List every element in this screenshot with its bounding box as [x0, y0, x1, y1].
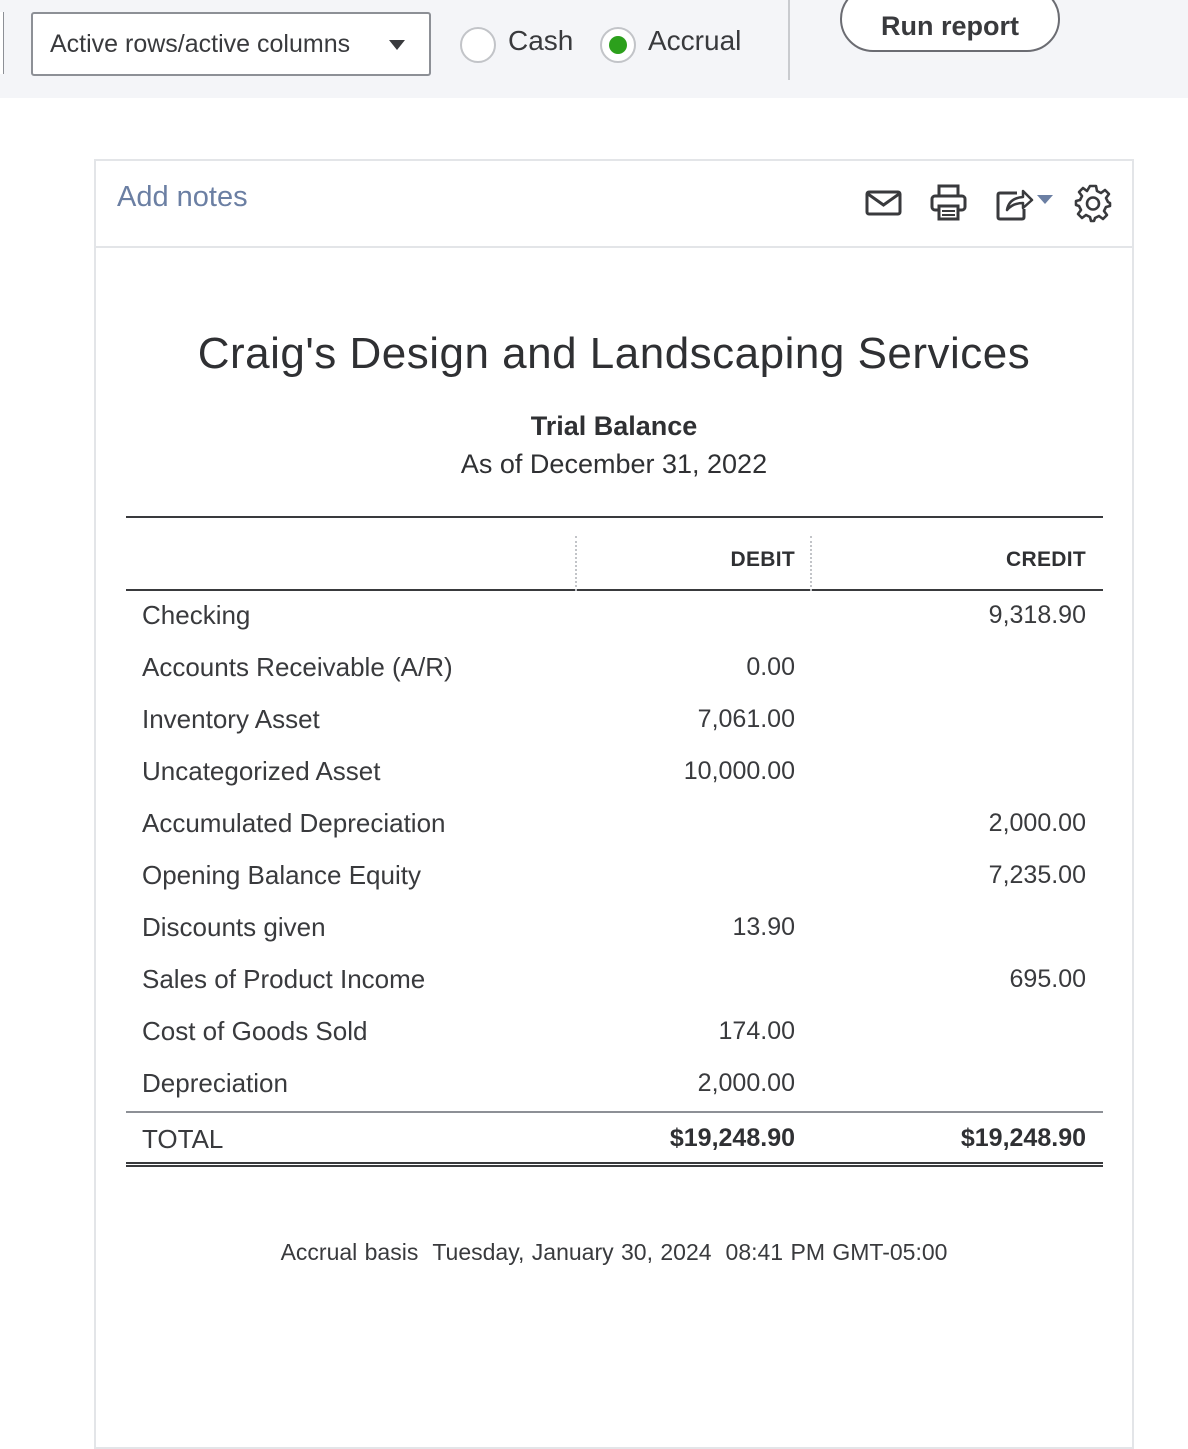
- column-header-debit[interactable]: DEBIT: [730, 548, 795, 571]
- debit-amount[interactable]: 10,000.00: [683, 757, 795, 785]
- account-name[interactable]: Sales of Product Income: [142, 964, 426, 994]
- debit-amount[interactable]: 174.00: [718, 1017, 795, 1045]
- table-row: [126, 591, 1103, 643]
- debit-amount[interactable]: 13.90: [732, 913, 795, 941]
- cash-radio-label[interactable]: Cash: [508, 25, 574, 56]
- account-name[interactable]: Inventory Asset: [142, 704, 320, 734]
- table-row: [126, 1059, 1103, 1111]
- run-report-button[interactable]: Run report: [840, 0, 1060, 52]
- table-row: [126, 851, 1103, 903]
- account-name[interactable]: Checking: [142, 600, 251, 630]
- account-name[interactable]: Cost of Goods Sold: [142, 1016, 368, 1046]
- account-name[interactable]: Accumulated Depreciation: [142, 808, 446, 838]
- table-row: [126, 1007, 1103, 1059]
- table-row: [126, 955, 1103, 1007]
- report-title: Trial Balance: [530, 411, 698, 441]
- rows-columns-select[interactable]: [31, 12, 431, 76]
- export-icon[interactable]: [995, 183, 1059, 223]
- account-name[interactable]: Uncategorized Asset: [142, 756, 381, 786]
- debit-amount[interactable]: 7,061.00: [697, 705, 795, 733]
- credit-amount[interactable]: 2,000.00: [988, 809, 1086, 837]
- account-name[interactable]: Opening Balance Equity: [142, 860, 421, 890]
- total-credit: $19,248.90: [960, 1124, 1086, 1152]
- table-body: [126, 591, 1103, 1111]
- print-icon[interactable]: [929, 183, 969, 223]
- trial-balance-table: [126, 516, 1103, 1167]
- credit-amount[interactable]: 695.00: [1009, 965, 1086, 993]
- total-row: [126, 1111, 1103, 1167]
- accrual-radio[interactable]: [600, 27, 636, 63]
- toolbar-divider: [788, 0, 790, 80]
- account-name[interactable]: Depreciation: [142, 1068, 288, 1098]
- table-row: [126, 643, 1103, 695]
- report-date-range: As of December 31, 2022: [460, 449, 768, 479]
- report-footer: [96, 1239, 1132, 1266]
- report-actions-bar: [96, 161, 1132, 248]
- account-name[interactable]: Accounts Receivable (A/R): [142, 652, 453, 682]
- account-name[interactable]: Discounts given: [142, 912, 326, 942]
- column-header-credit[interactable]: CREDIT: [1006, 548, 1086, 571]
- credit-amount[interactable]: 9,318.90: [988, 601, 1086, 629]
- rows-columns-select-value: Active rows/active columns: [50, 29, 351, 58]
- footer-date: Tuesday, January 30, 2024: [432, 1239, 712, 1265]
- accrual-radio-label[interactable]: Accrual: [648, 25, 742, 56]
- settings-icon[interactable]: [1073, 183, 1113, 223]
- footer-basis: Accrual basis: [280, 1239, 419, 1265]
- report-card: [94, 159, 1134, 1449]
- total-debit: $19,248.90: [669, 1124, 795, 1152]
- table-row: [126, 799, 1103, 851]
- debit-amount[interactable]: 0.00: [746, 653, 795, 681]
- table-row: [126, 695, 1103, 747]
- report-toolbar: [0, 0, 1188, 98]
- credit-amount[interactable]: 7,235.00: [988, 861, 1086, 889]
- table-header: [126, 516, 1103, 591]
- chevron-down-icon: [389, 40, 405, 50]
- table-row: [126, 747, 1103, 799]
- previous-control-edge[interactable]: [0, 12, 4, 74]
- add-notes-link[interactable]: Add notes: [117, 181, 248, 213]
- total-label: TOTAL: [142, 1124, 224, 1154]
- cash-radio[interactable]: [460, 27, 496, 63]
- email-icon[interactable]: [864, 183, 904, 223]
- company-name: Craig's Design and Landscaping Services: [197, 329, 1031, 378]
- footer-time: 08:41 PM GMT-05:00: [725, 1239, 948, 1265]
- table-row: [126, 903, 1103, 955]
- debit-amount[interactable]: 2,000.00: [697, 1069, 795, 1097]
